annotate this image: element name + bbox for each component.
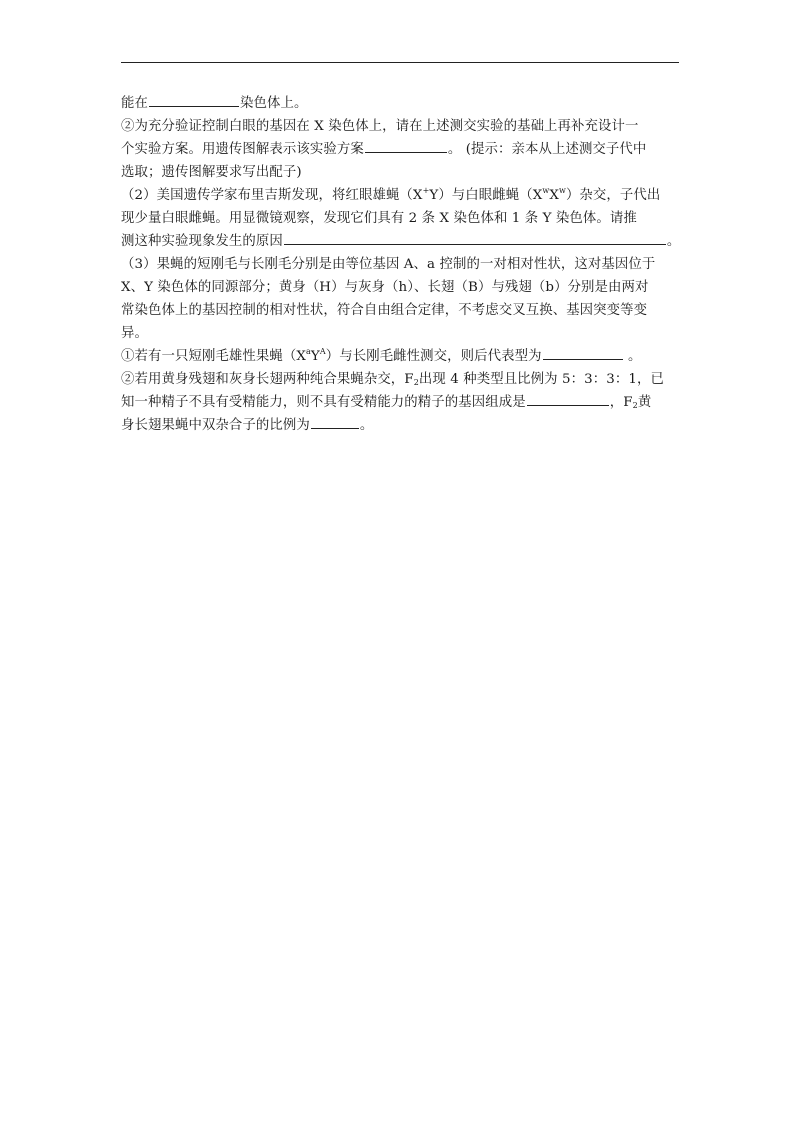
text-segment: Y — [310, 349, 320, 364]
text-line-6 — [121, 207, 681, 230]
subscript: 2 — [413, 378, 419, 387]
text-line-2 — [121, 115, 681, 138]
superscript: A — [319, 347, 326, 356]
text-line-9 — [121, 276, 681, 299]
text-line-15 — [121, 414, 681, 437]
subscript: 2 — [632, 401, 638, 410]
text-segment: 。 — [623, 349, 642, 364]
question-text — [121, 92, 681, 437]
text-line-14 — [121, 391, 681, 414]
text-line-8 — [121, 253, 681, 276]
text-line-4 — [121, 161, 681, 184]
text-segment: 个实验方案。用遗传图解表示该实验方案 — [121, 142, 364, 157]
text-segment: 常染色体上的基因控制的相对性状，符合自由组合定律，不考虑交叉互换、基因突变等变 — [121, 303, 648, 318]
text-segment: 测这种实验现象发生的原因 — [121, 234, 283, 249]
text-segment: X、Y 染色体的同源部分；黄身（H）与灰身（h）、长翅（B）与残翅（b）分别是由两对 — [121, 280, 649, 295]
text-segment: 知一种精子不具有受精能力，则不具有受精能力的精子的基因组成是 — [121, 395, 526, 410]
answer-blank-1[interactable] — [149, 92, 239, 107]
text-segment: ①若有一只短刚毛雄性果蝇（X — [121, 349, 307, 364]
superscript: w — [542, 186, 550, 195]
text-segment: 。 — [359, 418, 374, 433]
text-segment: Y）与白眼雌蝇（X — [429, 188, 543, 203]
text-segment: 异。 — [121, 326, 148, 341]
text-segment: ）杂交，子代出 — [565, 188, 661, 203]
text-line-12 — [121, 345, 681, 368]
text-segment: 能在 — [121, 96, 148, 111]
answer-blank-4[interactable] — [543, 345, 623, 360]
text-segment: ②为充分验证控制白眼的基因在 X 染色体上，请在上述测交实验的基础上再补充设计一 — [121, 119, 639, 134]
text-segment: X — [549, 188, 559, 203]
text-line-1 — [121, 92, 681, 115]
superscript: a — [306, 347, 311, 356]
text-segment: ②若用黄身残翅和灰身长翅两种纯合果蝇杂交，F — [121, 372, 414, 387]
text-segment: 。 — [666, 234, 681, 249]
text-line-11 — [121, 322, 681, 345]
superscript: w — [558, 186, 566, 195]
text-segment: （3）果蝇的短刚毛与长刚毛分别是由等位基因 A、a 控制的一对相对性状，这对基因位于 — [121, 257, 656, 272]
superscript: + — [422, 186, 430, 195]
text-segment: 染色体上。 — [239, 96, 308, 111]
text-segment: 出现 4 种类型且比例为 5：3：3：1，已 — [418, 372, 664, 387]
text-line-3 — [121, 138, 681, 161]
text-segment: （2）美国遗传学家布里吉斯发现，将红眼雄蝇（X — [121, 188, 423, 203]
answer-blank-6[interactable] — [311, 414, 359, 429]
text-line-5 — [121, 184, 681, 207]
text-segment: 。 (提示：亲本从上述测交子代中 — [447, 142, 647, 157]
text-line-10 — [121, 299, 681, 322]
text-segment: 现少量白眼雌蝇。用显微镜观察，发现它们具有 2 条 X 染色体和 1 条 Y 染色体。请推 — [121, 211, 637, 226]
text-segment: ）与长刚毛雌性测交，则后代表型为 — [325, 349, 542, 364]
answer-blank-2[interactable] — [365, 138, 447, 153]
text-line-13 — [121, 368, 681, 391]
answer-blank-3[interactable] — [284, 230, 666, 245]
text-segment: 选取；遗传图解要求写出配子) — [121, 165, 302, 180]
text-segment: 黄 — [637, 395, 652, 410]
text-line-7 — [121, 230, 681, 253]
answer-blank-5[interactable] — [527, 391, 609, 406]
header-rule — [121, 62, 679, 63]
text-segment: ，F — [609, 395, 633, 410]
text-segment: 身长翅果蝇中双杂合子的比例为 — [121, 418, 310, 433]
